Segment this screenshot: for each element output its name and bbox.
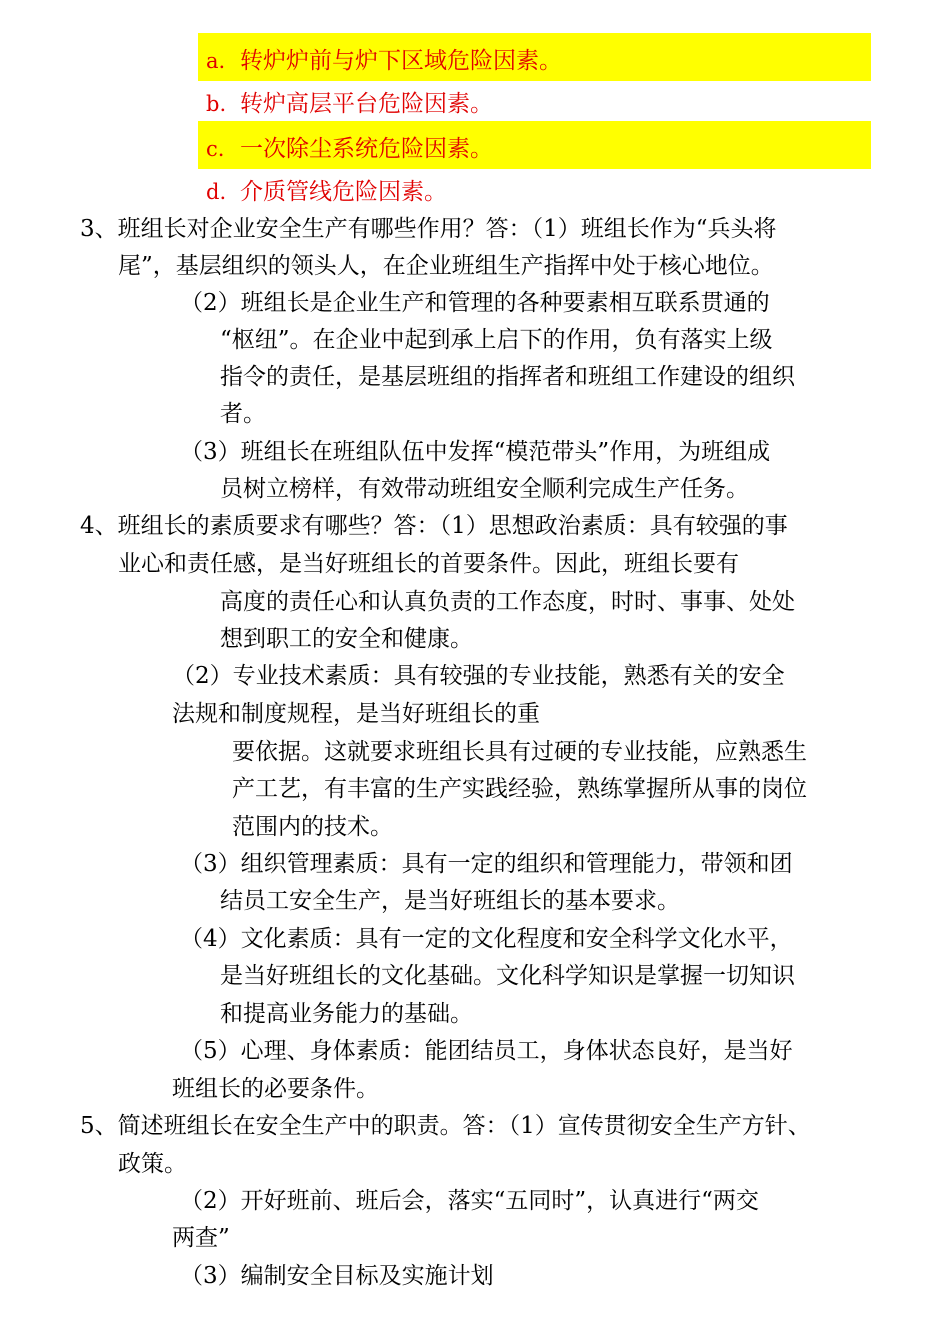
list-marker: c. <box>206 137 225 161</box>
list-text: 转炉高层平台危险因素。 <box>240 91 493 117</box>
list-item <box>206 177 447 207</box>
list-item <box>206 46 562 76</box>
text-line: （4）文化素质：具有一定的文化程度和安全科学文化水平， <box>180 926 793 952</box>
text-line: 法规和制度规程，是当好班组长的重 <box>172 701 540 727</box>
list-text: 介质管线危险因素。 <box>240 179 447 205</box>
list-text: 转炉炉前与炉下区域危险因素。 <box>240 48 562 74</box>
text-line: 指令的责任，是基层班组的指挥者和班组工作建设的组织 <box>220 364 795 390</box>
list-marker: d. <box>206 180 227 204</box>
text-line: “枢纽”。在企业中起到承上启下的作用，负有落实上级 <box>220 327 773 353</box>
text-line: 员树立榜样，有效带动班组安全顺利完成生产任务。 <box>220 476 749 502</box>
text-line: 结员工安全生产，是当好班组长的基本要求。 <box>220 888 680 914</box>
text-line: 班组长的必要条件。 <box>172 1076 379 1102</box>
text-line: 4、班组长的素质要求有哪些？答：（1）思想政治素质：具有较强的事 <box>80 513 788 539</box>
text-line: 和提高业务能力的基础。 <box>220 1001 473 1027</box>
text-line: 尾”，基层组织的领头人，在企业班组生产指挥中处于核心地位。 <box>118 253 774 279</box>
list-item <box>206 134 493 164</box>
text-line: 者。 <box>220 401 266 427</box>
text-line: 要依据。这就要求班组长具有过硬的专业技能，应熟悉生 <box>232 739 807 765</box>
text-line: （2）开好班前、班后会，落实“五同时”，认真进行“两交 <box>180 1188 759 1214</box>
text-line: （5）心理、身体素质：能团结员工，身体状态良好，是当好 <box>180 1038 793 1064</box>
list-marker: a. <box>206 49 226 73</box>
text-line: （2）专业技术素质：具有较强的专业技能，熟悉有关的安全 <box>172 663 785 689</box>
text-line: 5、简述班组长在安全生产中的职责。答：（1）宣传贯彻安全生产方针、 <box>80 1113 811 1139</box>
list-item <box>206 89 493 119</box>
text-line: 高度的责任心和认真负责的工作态度，时时、事事、处处 <box>220 589 795 615</box>
list-text: 一次除尘系统危险因素。 <box>240 136 493 162</box>
text-line: （3）组织管理素质：具有一定的组织和管理能力，带领和团 <box>180 851 793 877</box>
text-line: 是当好班组长的文化基础。文化科学知识是掌握一切知识 <box>220 963 795 989</box>
text-line: 范围内的技术。 <box>232 814 393 840</box>
text-line: 产工艺，有丰富的生产实践经验，熟练掌握所从事的岗位 <box>232 776 807 802</box>
text-line: 想到职工的安全和健康。 <box>220 626 473 652</box>
text-line: （2）班组长是企业生产和管理的各种要素相互联系贯通的 <box>180 290 770 316</box>
list-marker: b. <box>206 92 227 116</box>
text-line: （3）班组长在班组队伍中发挥“模范带头”作用，为班组成 <box>180 439 771 465</box>
text-line: 业心和责任感，是当好班组长的首要条件。因此，班组长要有 <box>118 551 739 577</box>
text-line: 政策。 <box>118 1151 187 1177</box>
text-line: 3、班组长对企业安全生产有哪些作用？答：（1）班组长作为“兵头将 <box>80 216 777 242</box>
text-line: （3）编制安全目标及实施计划 <box>180 1263 494 1289</box>
text-line: 两查” <box>172 1225 230 1251</box>
